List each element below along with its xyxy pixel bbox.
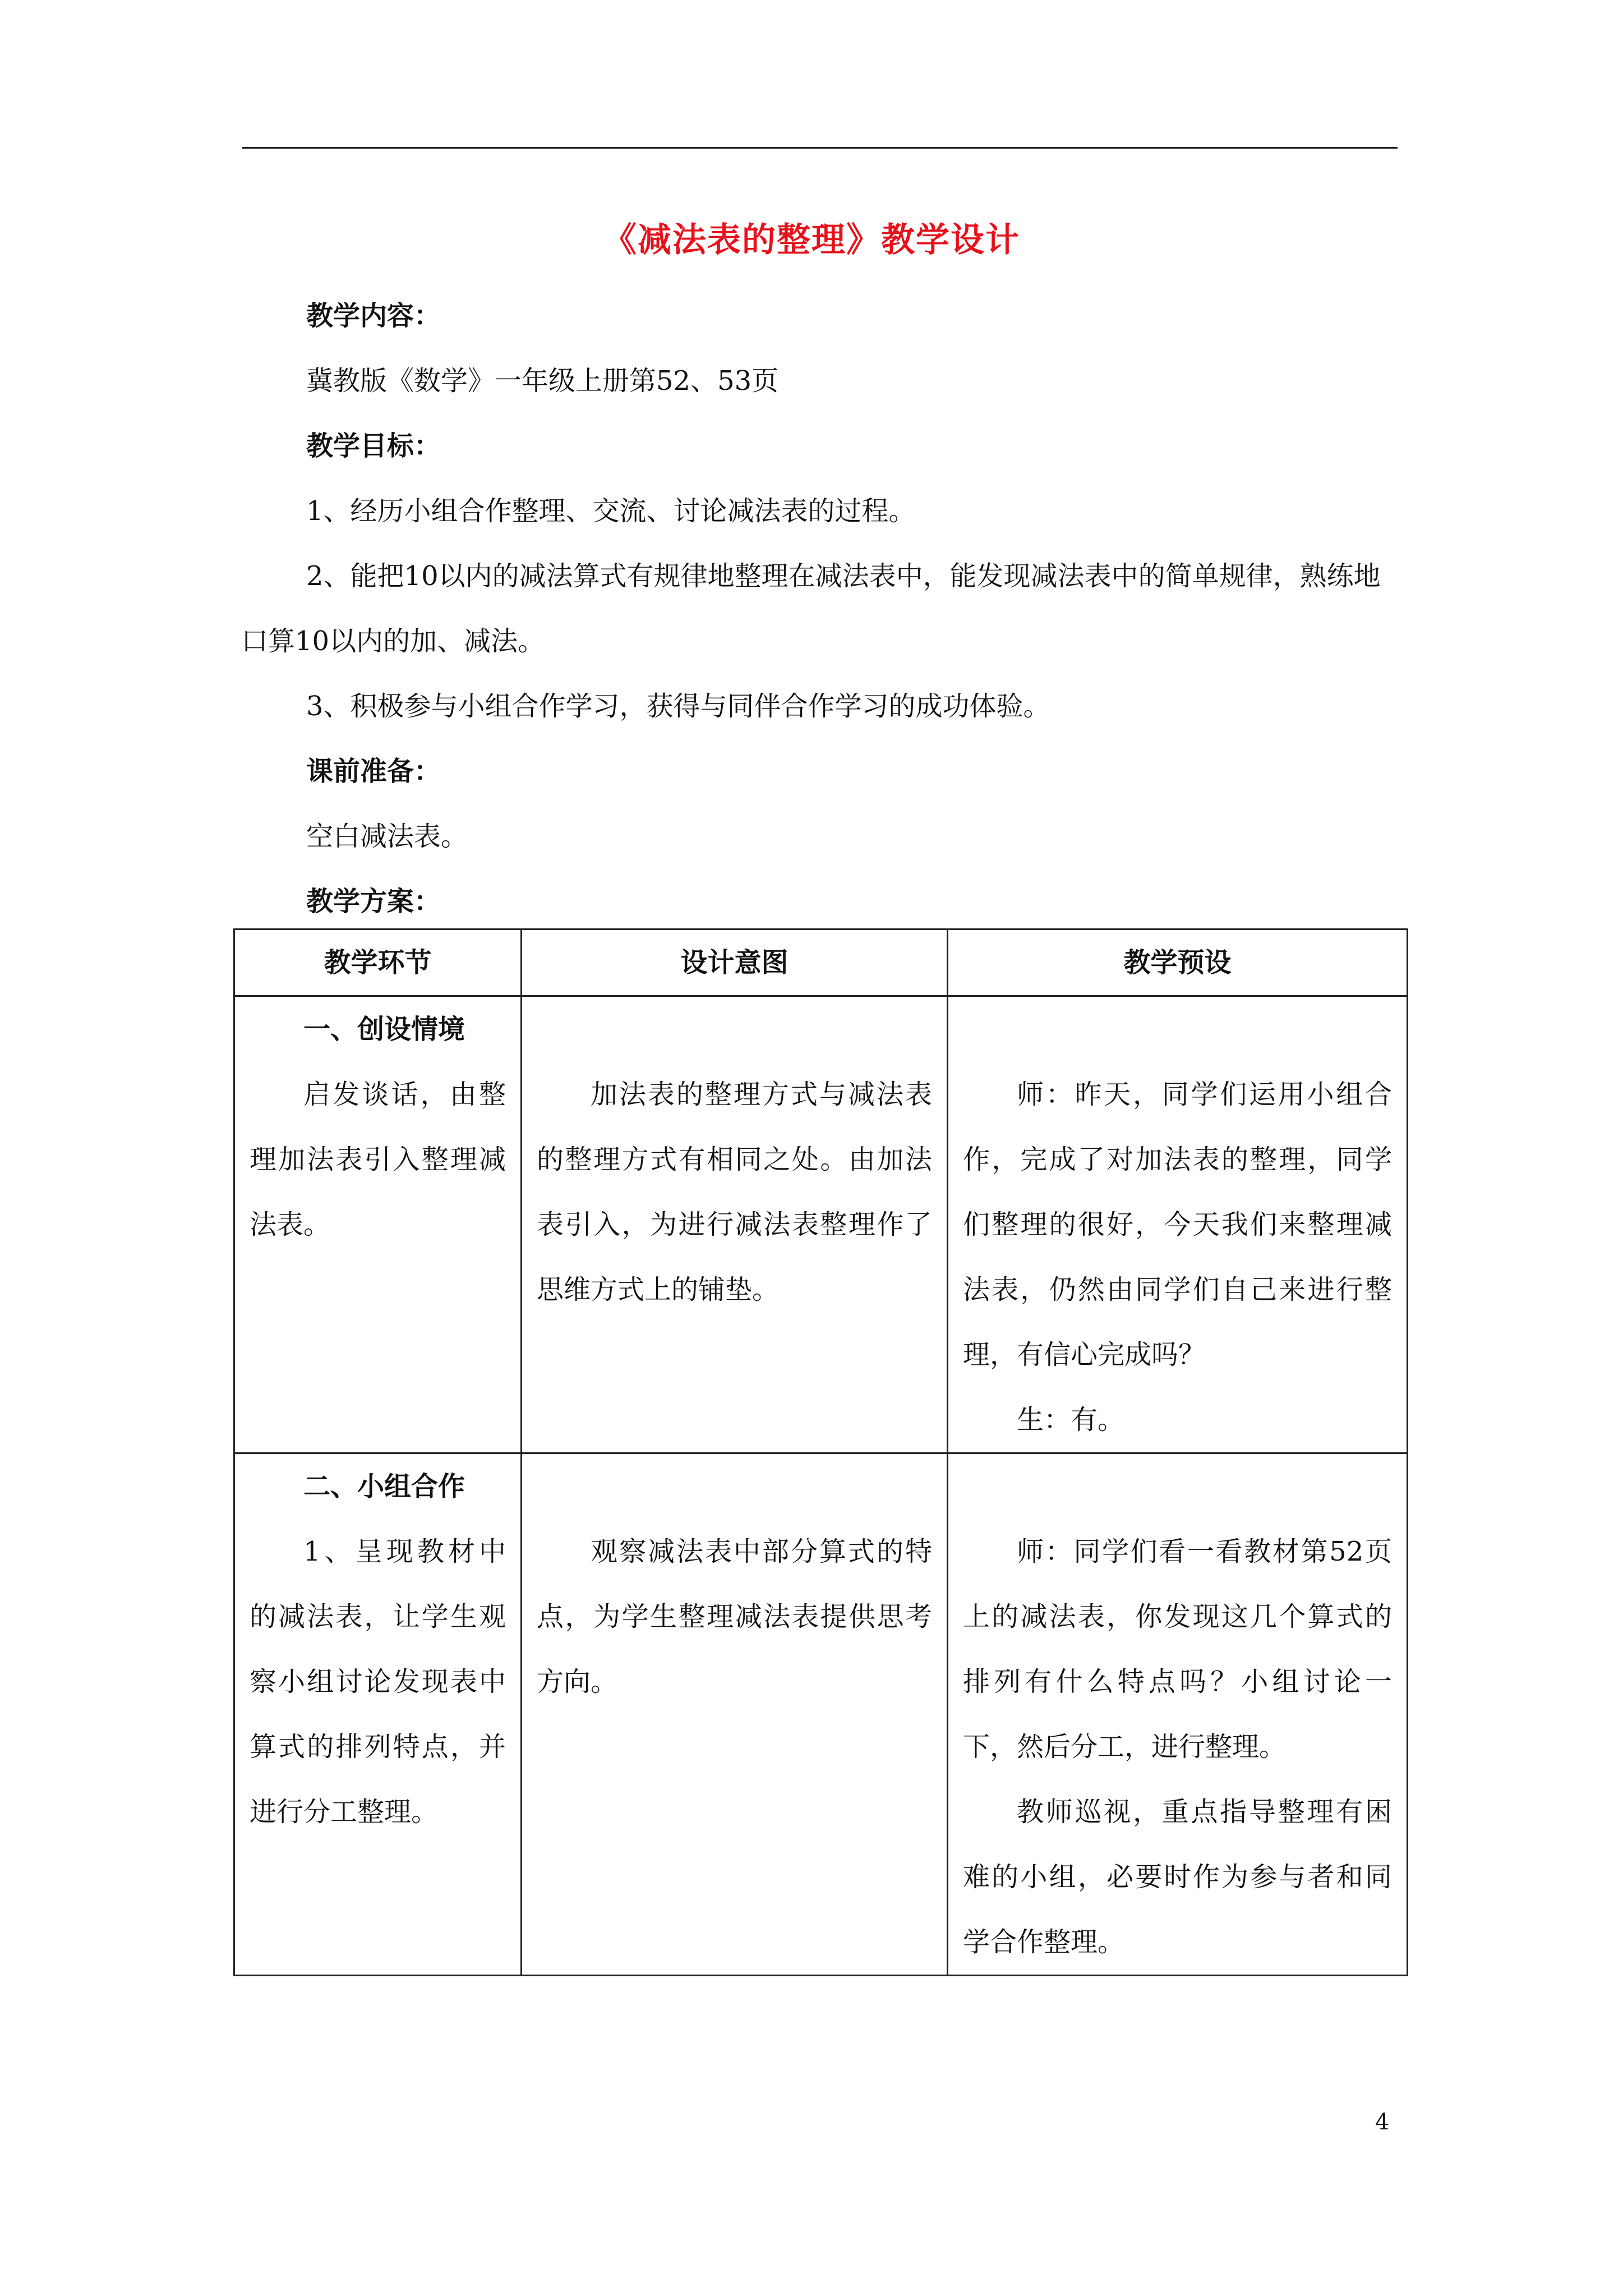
- intent-cell: [522, 1453, 948, 1976]
- header-preset: 教学预设: [948, 930, 1408, 996]
- document-title: 《减法表的整理》教学设计: [603, 220, 1020, 260]
- page-number: 4: [1375, 2109, 1390, 2135]
- preset-text: 师：同学们看一看教材第52页上的减法表，你发现这几个算式的排列有什么特点吗？小组讨论一下，然后分工，进行整理。: [963, 1536, 1392, 1763]
- preset-cell: [948, 1453, 1408, 1976]
- goal-3: 3、积极参与小组合作学习，获得与同伴合作学习的成功体验。: [306, 691, 1050, 722]
- stage-cell: [234, 996, 522, 1453]
- table-row: [234, 1453, 1408, 1976]
- goal-2: 2、能把10以内的减法算式有规律地整理在减法表中，能发现减法表中的简单规律，熟练地口算10以内的加、减法。: [241, 560, 1381, 657]
- intent-text: 加法表的整理方式与减法表的整理方式有相同之处。由加法表引入，为进行减法表整理作了思维方式上的铺垫。: [537, 1079, 932, 1305]
- header-rule: [242, 147, 1398, 149]
- stage-cell: [234, 1453, 522, 1976]
- table-row: [234, 996, 1408, 1453]
- stage-title: 一、创设情境: [303, 1014, 465, 1045]
- plan-heading: 教学方案：: [306, 886, 441, 917]
- preset-cell: [948, 996, 1408, 1453]
- content-heading: 教学内容：: [306, 300, 441, 332]
- prep-text: 空白减法表。: [306, 821, 468, 852]
- preset-text: 教师巡视，重点指导整理有困难的小组，必要时作为参与者和同学合作整理。: [963, 1796, 1392, 1958]
- goals-heading: 教学目标：: [306, 430, 441, 462]
- table-header-row: [234, 930, 1408, 996]
- preset-text: 生：有。: [1017, 1404, 1125, 1435]
- header-intent: 设计意图: [522, 930, 948, 996]
- prep-heading: 课前准备：: [306, 756, 441, 787]
- stage-text: 1、呈现教材中的减法表，让学生观察小组讨论发现表中算式的排列特点，并进行分工整理。: [250, 1536, 506, 1828]
- stage-title: 二、小组合作: [303, 1471, 465, 1502]
- content-text: 冀教版《数学》一年级上册第52、53页: [306, 365, 779, 397]
- stage-text: 启发谈话，由整理加法表引入整理减法表。: [250, 1079, 506, 1240]
- goal-1: 1、经历小组合作整理、交流、讨论减法表的过程。: [306, 495, 916, 527]
- header-stage: 教学环节: [234, 930, 522, 996]
- preset-text: 师：昨天，同学们运用小组合作，完成了对加法表的整理，同学们整理的很好，今天我们来整理减法表，仍然由同学们自己来进行整理，有信心完成吗？: [963, 1079, 1392, 1370]
- intent-cell: [522, 996, 948, 1453]
- intent-text: 观察减法表中部分算式的特点，为学生整理减法表提供思考方向。: [537, 1536, 932, 1697]
- teaching-plan-table: [233, 928, 1408, 1976]
